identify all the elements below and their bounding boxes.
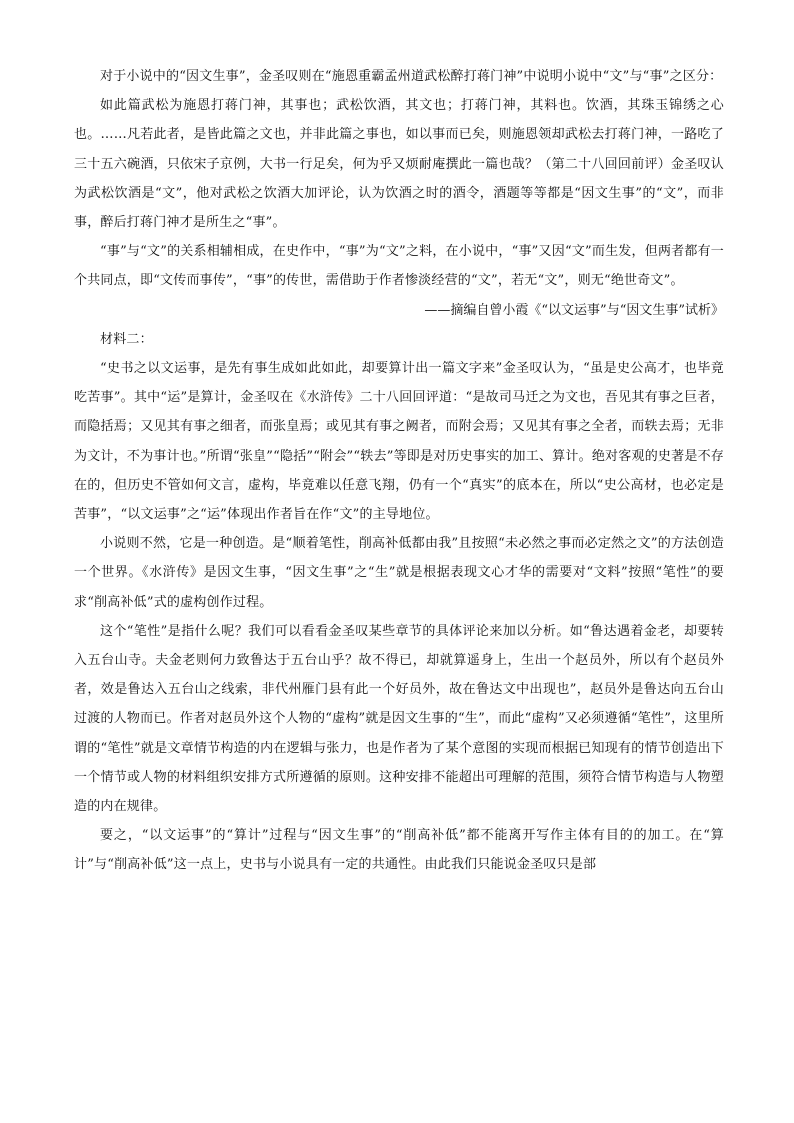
paragraph-relation: “事”与“文”的关系相辅相成，在史作中，“事”为“文”之料，在小说中，“事”又因“文”而生发，但两者都有一个共同点，即“文传而事传”，“事”的传世，需借助于作者惨淡经营的“文”，若无“文”，则无“绝世奇文”。 <box>74 244 724 289</box>
paragraph-summary: 要之，“以文运事”的“算计”过程与“因文生事”的“削高补低”都不能离开写作主体有目的的加工。在“算计”与“削高补低”这一点上，史书与小说具有一定的共通性。由此我们只能说金圣叹只是部 <box>74 828 724 873</box>
document-page <box>74 62 724 880</box>
paragraph-intro: 对于小说中的“因文生事”，金圣叹则在“施恩重霸孟州道武松醉打蒋门神”中说明小说中“文”与“事”之区分： <box>100 69 723 84</box>
paragraph-history: “史书之以文运事，是先有事生成如此如此，却要算计出一篇文字来”金圣叹认为，“虽是史公高才，也毕竟吃苦事”。其中“运”是算计，金圣叹在《水浒传》二十八回回评道：“是故司马迁之为文也，吾见其有事之巨者，而隐括焉；又见其有事之细者，而张皇焉；或见其有事之阙者，而附会焉；又见其有事之全者，而轶去焉；无非为文计，不为事计也。”所谓“张皇”“隐括”“附会”“轶去”等即是对历史事实的加工、算计。绝对客观的史著是不存在的，但历史不管如何文言，虚构，毕竟难以任意飞翔，仍有一个“真实”的底本在，所以“史公高材，也必定是苦事”，“以文运事”之“运”体现出作者旨在作“文”的主导地位。 <box>74 361 724 523</box>
paragraph-novel: 小说则不然，它是一种创造。是“顺着笔性，削高补低都由我”且按照“未必然之事而必定然之文”的方法创造一个世界。《水浒传》是因文生事，“因文生事”之“生”就是根据表现文心才华的需要对“文料”按照“笔性”的要求“削高补低”式的虚构创作过程。 <box>74 536 724 610</box>
paragraph-bixing: 这个“笔性”是指什么呢？我们可以看看金圣叹某些章节的具体评论来加以分析。如“鲁达遇着金老，却要转入五台山寺。夫金老则何力致鲁达于五台山乎？故不得已，却就算遥身上，生出一个赵员外，所以有个赵员外者，效是鲁达入五台山之线索，非代州雁门县有此一个好员外，故在鲁达文中出现也”，赵员外是鲁达向五台山过渡的人物而已。作者对赵员外这个人物的“虚构”就是因文生事的“生”，而此“虚构”又必须遵循“笔性”，这里所谓的“笔性”就是文章情节构造的内在逻辑与张力，也是作者为了某个意图的实现而根据已知现有的情节创造出下一个情节或人物的材料组织安排方式所遵循的原则。这种安排不能超出可理解的范围，须符合情节构造与人物塑造的内在规律。 <box>74 623 724 815</box>
source-attribution: ——摘编自曾小霞《“以文运事”与“因文生事”试析》 <box>424 302 724 318</box>
paragraph-quote: 如此篇武松为施恩打蒋门神，其事也；武松饮酒，其文也；打蒋门神，其料也。饮酒，其珠玉锦绣之心也。……凡若此者，是皆此篇之文也，并非此篇之事也，如以事而已矣，则施恩领却武松去打蒋门神，一路吃了三十五六碗酒，只依宋子京例，大书一行足矣，何为乎又烦耐庵撰此一篇也哉？（第二十八回回前评）金圣叹认为武松饮酒是“文”，他对武松之饮酒大加评论，认为饮酒之时的酒令，酒题等等都是“因文生事”的“文”，而非事，醉后打蒋门神才是所生之“事”。 <box>74 98 724 231</box>
material-two-heading: 材料二： <box>100 331 153 347</box>
